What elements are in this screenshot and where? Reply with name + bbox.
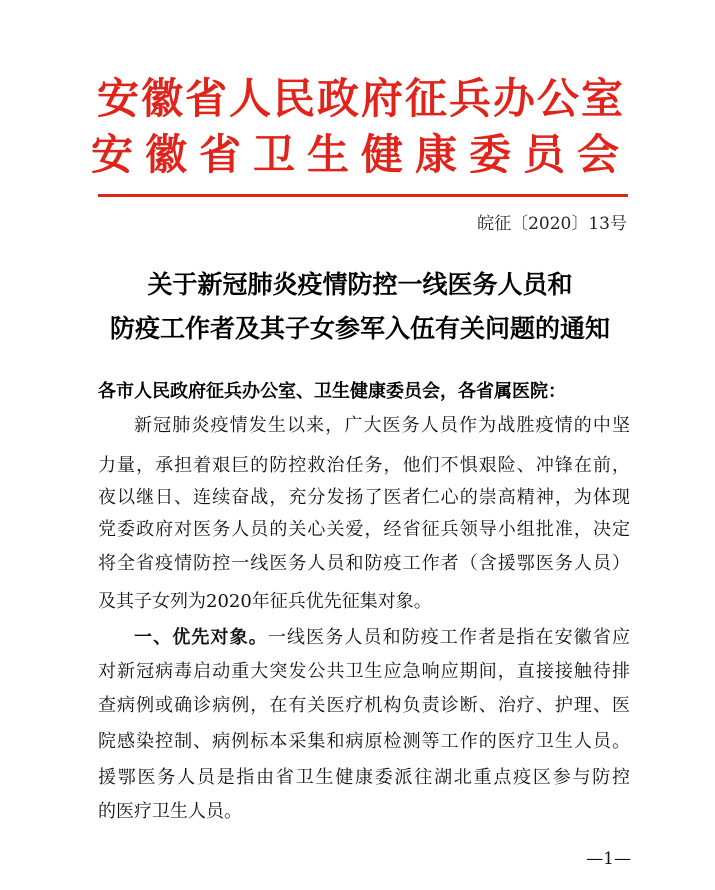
section1-line: 院感染控制、病例标本采集和病原检测等工作的医疗卫生人员。: [98, 731, 630, 752]
issuer-header-line-1: 安徽省人民政府征兵办公室: [96, 74, 625, 123]
section1-heading: 一、优先对象。: [134, 627, 268, 648]
red-divider-rule: [98, 194, 628, 197]
section1-line: 对新冠病毒启动重大突发公共卫生应急响应期间，直接接触待排: [98, 661, 630, 682]
document-number: 皖征〔2020〕13号: [477, 214, 627, 234]
salutation: 各市人民政府征兵办公室、卫生健康委员会，各省属医院：: [98, 381, 566, 402]
section1-line: 援鄂医务人员是指由省卫生健康委派往湖北重点疫区参与防控: [98, 767, 630, 788]
document-title-line-1: 关于新冠肺炎疫情防控一线医务人员和: [147, 270, 573, 299]
paragraph1-line: 及其子女列为2020年征兵优先征集对象。: [98, 591, 432, 612]
paragraph1-line: 夜以继日、连续奋战，充分发扬了医者仁心的崇高精神，为体现: [98, 487, 630, 508]
document-title-line-2: 防疫工作者及其子女参军入伍有关问题的通知: [109, 314, 610, 343]
section1-first-line-text: 一线医务人员和防疫工作者是指在安徽省应: [267, 627, 631, 648]
page-number: —1—: [586, 849, 631, 869]
paragraph1-line: 新冠肺炎疫情发生以来，广大医务人员作为战胜疫情的中坚: [134, 415, 630, 436]
issuer-header-line-2: 安徽省卫生健康委员会: [90, 130, 631, 179]
paragraph1-line: 将全省疫情防控一线医务人员和防疫工作者（含援鄂医务人员）: [98, 553, 630, 574]
section1-line: 的医疗卫生人员。: [98, 801, 242, 822]
section1-first-line: [134, 622, 630, 654]
paragraph1-line: 力量，承担着艰巨的防控救治任务，他们不惧艰险、冲锋在前，: [98, 455, 630, 476]
paragraph1-line: 党委政府对医务人员的关心关爱，经省征兵领导小组批准，决定: [98, 519, 630, 540]
section1-line: 查病例或确诊病例，在有关医疗机构负责诊断、治疗、护理、医: [98, 695, 630, 716]
